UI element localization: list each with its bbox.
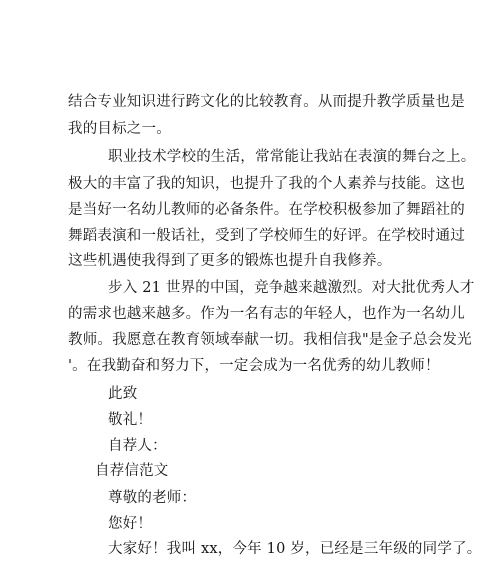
paragraph-line-11: '。在我勤奋和努力下，一定会成为一名优秀的幼儿教师！: [68, 358, 440, 374]
closing-line-1: 此致: [108, 386, 138, 402]
paragraph-line-5: 是当好一名幼儿教师的必备条件。在学校积极参加了舞蹈社的: [68, 202, 465, 218]
paragraph-line-9: 的需求也越来越多。作为一名有志的年轻人，也作为一名幼儿: [68, 306, 465, 322]
paragraph-line-1: 结合专业知识进行跨文化的比较教育。从而提升教学质量也是: [68, 94, 465, 110]
paragraph-line-3: 职业技术学校的生活，常常能让我站在表演的舞台之上。: [108, 149, 476, 165]
signature-line: 自荐人：: [108, 438, 167, 454]
paragraph-line-7: 这些机遇使我得到了更多的锻炼也提升自我修养。: [68, 253, 392, 269]
greeting-line: 您好！: [108, 516, 153, 532]
paragraph-line-8: 步入 21 世界的中国，竞争越来越激烈。对大批优秀人才: [108, 280, 475, 296]
salutation-line: 尊敬的老师：: [108, 490, 197, 506]
paragraph-line-10: 教师。我愿意在教育领域奉献一切。我相信我"是金子总会发光: [68, 332, 472, 348]
paragraph-line-6: 舞蹈表演和一般话社，受到了学校师生的好评。在学校时通过: [68, 228, 465, 244]
intro-line: 大家好！我叫 xx，今年 10 岁，已经是三年级的同学了。: [108, 541, 482, 557]
closing-line-2: 敬礼！: [108, 412, 153, 428]
paragraph-line-4: 极大的丰富了我的知识，也提升了我的个人素养与技能。这也: [68, 176, 465, 192]
paragraph-line-2: 我的目标之一。: [68, 121, 171, 137]
section-heading: 自荐信范文: [95, 463, 169, 479]
